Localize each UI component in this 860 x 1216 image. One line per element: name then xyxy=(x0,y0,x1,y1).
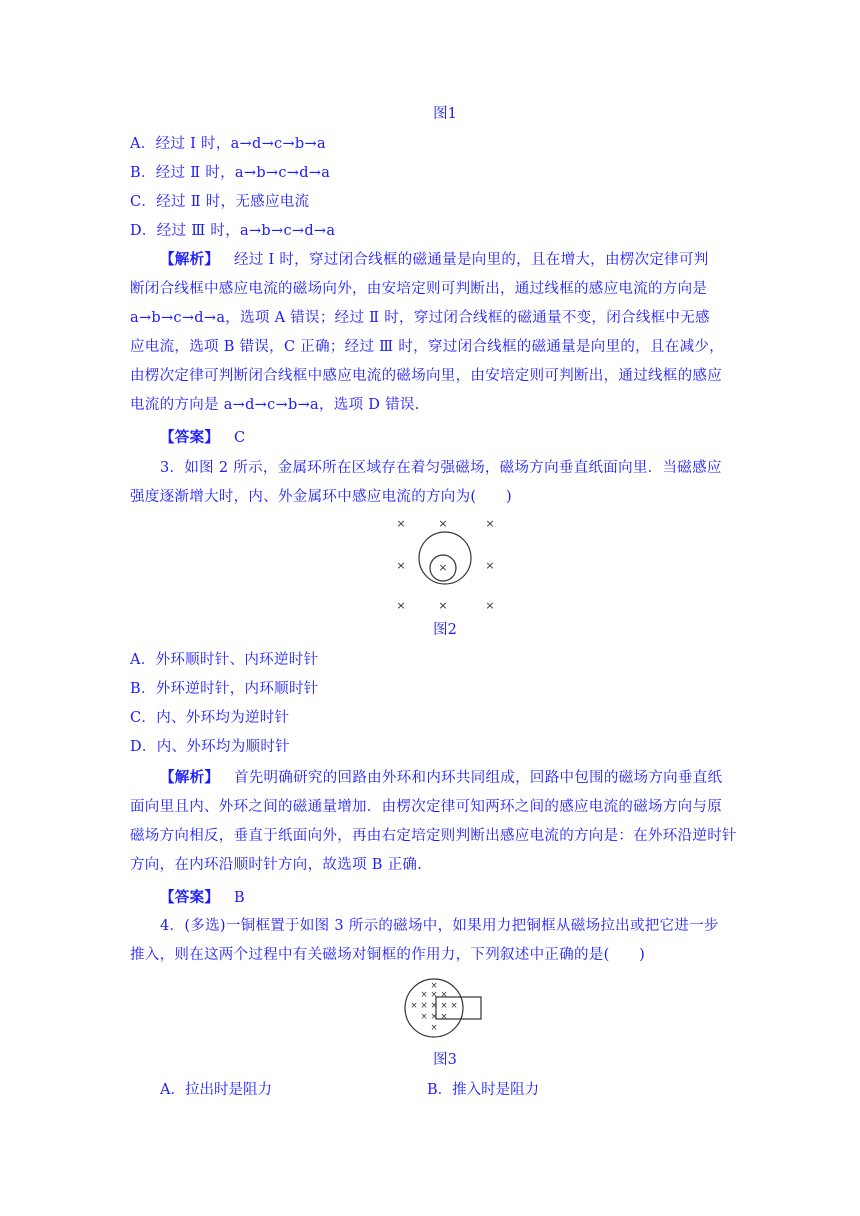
figure-2-caption: 图2 xyxy=(433,622,457,638)
q3-answer-value: B xyxy=(233,890,245,906)
field-mark: × xyxy=(485,599,495,612)
q3-stem-line-1: 3．如图 2 所示，金属环所在区域存在着匀强磁场，磁场方向垂直纸面向里．当磁感应 xyxy=(160,460,722,476)
q2-option-b: B．经过 Ⅱ 时，a→b→c→d→a xyxy=(130,165,331,181)
svg-text:×: × xyxy=(440,1001,448,1011)
q2-analysis-tag: 【解析】 xyxy=(160,251,220,268)
q4-stem-line-2: 推入，则在这两个过程中有关磁场对铜框的作用力，下列叙述中正确的是( ) xyxy=(130,947,646,963)
field-mark: × xyxy=(438,561,448,574)
field-mark: × xyxy=(438,599,448,612)
q2-analysis-text-1: 经过 Ⅰ 时，穿过闭合线框的磁通量是向里的，且在增大，由楞次定律可判 xyxy=(233,252,709,268)
q4-stem-line-1: 4．(多选)一铜框置于如图 3 所示的磁场中，如果用力把铜框从磁场拉出或把它进一步 xyxy=(160,918,719,934)
figure-2-magnetic-rings xyxy=(390,512,500,618)
svg-text:×: × xyxy=(430,1001,438,1011)
field-mark: × xyxy=(396,599,406,612)
q2-analysis-line-4: 应电流，选项 B 错误，C 正确；经过 Ⅲ 时，穿过闭合线框的磁通量是向里的，且在减少， xyxy=(130,339,724,355)
figure-3-copper-frame xyxy=(403,975,487,1041)
q3-analysis-text-1: 首先明确研究的回路由外环和内环共同组成，回路中包围的磁场方向垂直纸 xyxy=(233,770,723,786)
figure-3-caption: 图3 xyxy=(433,1052,457,1068)
svg-text:×: × xyxy=(420,1001,428,1011)
q3-analysis-line-4: 方向，在内环沿顺时针方向，故选项 B 正确. xyxy=(130,857,423,873)
svg-text:×: × xyxy=(420,990,428,1000)
svg-text:×: × xyxy=(430,1012,438,1022)
q2-analysis-line-6: 电流的方向是 a→d→c→b→a，选项 D 错误. xyxy=(130,397,420,413)
q2-answer-line xyxy=(160,428,245,448)
q3-analysis-line-3: 磁场方向相反，垂直于纸面向外，再由右定培定则判断出感应电流的方向是：在外环沿逆时针 xyxy=(130,828,737,844)
q2-analysis-line-2: 断闭合线框中感应电流的磁场向外，由安培定则可判断出，通过线框的感应电流的方向是 xyxy=(130,281,708,297)
q3-option-b: B．外环逆时针，内环顺时针 xyxy=(130,681,319,697)
q4-option-b: B．推入时是阻力 xyxy=(427,1082,540,1098)
svg-text:×: × xyxy=(440,1012,448,1022)
q3-option-d: D．内、外环均为顺时针 xyxy=(130,739,290,755)
svg-text:×: × xyxy=(420,1012,428,1022)
svg-text:×: × xyxy=(430,990,438,1000)
field-mark: × xyxy=(396,559,406,572)
q2-option-c: C．经过 Ⅱ 时，无感应电流 xyxy=(130,194,310,210)
q3-answer-tag: 【答案】 xyxy=(160,889,220,906)
field-mark: × xyxy=(396,517,406,530)
field-mark: × xyxy=(438,517,448,530)
q3-stem-line-2: 强度逐渐增大时，内、外金属环中感应电流的方向为( ) xyxy=(130,489,512,505)
q3-analysis-tag: 【解析】 xyxy=(160,769,220,786)
q2-analysis-line-1 xyxy=(160,250,709,270)
svg-text:×: × xyxy=(450,1001,458,1011)
svg-text:×: × xyxy=(430,1023,438,1033)
q3-analysis-line-1 xyxy=(160,768,722,788)
field-mark: × xyxy=(485,559,495,572)
svg-text:×: × xyxy=(410,1001,418,1011)
q2-option-a: A．经过 Ⅰ 时，a→d→c→b→a xyxy=(130,136,326,152)
q2-answer-value: C xyxy=(233,430,246,446)
q3-option-a: A．外环顺时针、内环逆时针 xyxy=(130,652,319,668)
q3-answer-line xyxy=(160,888,245,908)
svg-text:×: × xyxy=(430,981,438,991)
q2-analysis-line-3: a→b→c→d→a，选项 A 错误；经过 Ⅱ 时，穿过闭合线框的磁通量不变，闭合线框中无感 xyxy=(130,310,710,326)
q3-analysis-line-2: 面向里且内、外环之间的磁通量增加．由楞次定律可知两环之间的感应电流的磁场方向与原 xyxy=(130,799,722,815)
q3-option-c: C．内、外环均为逆时针 xyxy=(130,710,290,726)
field-mark: × xyxy=(485,517,495,530)
q2-analysis-line-5: 由楞次定律可判断闭合线框中感应电流的磁场向里，由安培定则可判断出，通过线框的感应 xyxy=(130,368,722,384)
q2-answer-tag: 【答案】 xyxy=(160,429,220,446)
outer-ring xyxy=(419,532,471,584)
q2-option-d: D．经过 Ⅲ 时，a→b→c→d→a xyxy=(130,223,336,239)
q4-option-a: A．拉出时是阻力 xyxy=(160,1082,272,1098)
svg-text:×: × xyxy=(440,990,448,1000)
figure-1-caption: 图1 xyxy=(433,106,457,122)
